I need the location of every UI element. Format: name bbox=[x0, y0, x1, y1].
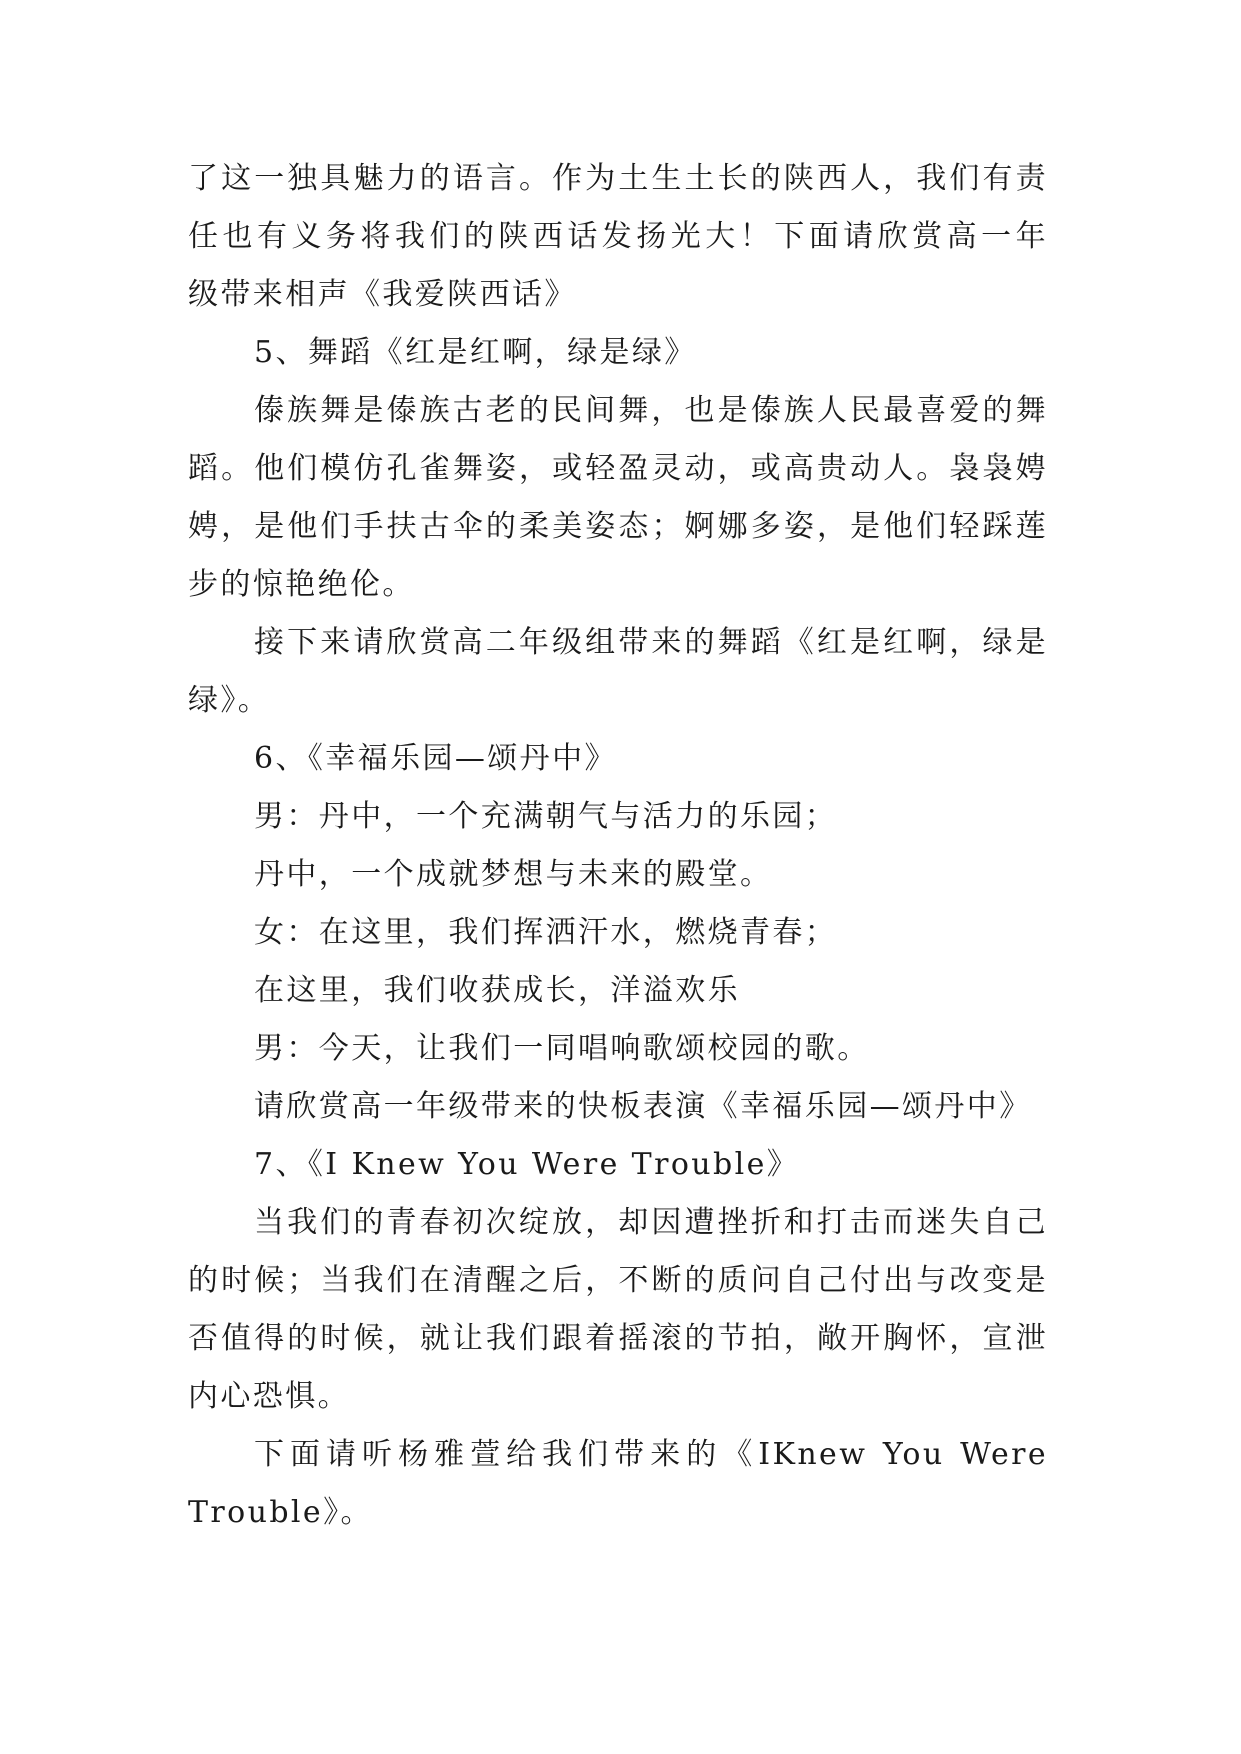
dialogue-line: 男：丹中，一个充满朝气与活力的乐园； bbox=[254, 799, 838, 834]
paragraph-line: Trouble》。 bbox=[188, 1495, 373, 1530]
section-heading: 7、《I Knew You Were Trouble》 bbox=[254, 1147, 800, 1182]
paragraph-line: 接下来请欣赏高二年级组带来的舞蹈《红是红啊，绿是 bbox=[254, 625, 1048, 660]
paragraph-line: 级带来相声《我爱陕西话》 bbox=[188, 277, 577, 312]
dialogue-line: 在这里，我们收获成长，洋溢欢乐 bbox=[254, 973, 740, 1008]
dialogue-line: 丹中，一个成就梦想与未来的殿堂。 bbox=[254, 857, 773, 892]
paragraph-line: 请欣赏高一年级带来的快板表演《幸福乐园—颂丹中》 bbox=[254, 1089, 1032, 1124]
paragraph-line: 步的惊艳绝伦。 bbox=[188, 567, 415, 602]
paragraph-line: 娉，是他们手扶古伞的柔美姿态；婀娜多姿，是他们轻踩莲 bbox=[188, 509, 1048, 544]
dialogue-line: 女：在这里，我们挥洒汗水，燃烧青春； bbox=[254, 915, 838, 950]
paragraph-line: 蹈。他们模仿孔雀舞姿，或轻盈灵动，或高贵动人。袅袅娉 bbox=[188, 451, 1048, 486]
paragraph-line: 当我们的青春初次绽放，却因遭挫折和打击而迷失自己 bbox=[254, 1205, 1048, 1240]
dialogue-line: 男：今天，让我们一同唱响歌颂校园的歌。 bbox=[254, 1031, 870, 1066]
paragraph-line: 否值得的时候，就让我们跟着摇滚的节拍，敞开胸怀，宣泄 bbox=[188, 1321, 1048, 1356]
paragraph-line: 下面请听杨雅萱给我们带来的《IKnew You Were bbox=[254, 1437, 1048, 1472]
paragraph-line: 的时候；当我们在清醒之后，不断的质问自己付出与改变是 bbox=[188, 1263, 1048, 1298]
paragraph-line: 傣族舞是傣族古老的民间舞，也是傣族人民最喜爱的舞 bbox=[254, 393, 1048, 428]
paragraph-line: 了这一独具魅力的语言。作为土生土长的陕西人，我们有责 bbox=[188, 161, 1048, 196]
section-heading: 6、《幸福乐园—颂丹中》 bbox=[254, 741, 617, 776]
paragraph-line: 内心恐惧。 bbox=[188, 1379, 350, 1414]
paragraph-line: 绿》。 bbox=[188, 683, 271, 718]
paragraph-line: 任也有义务将我们的陕西话发扬光大！下面请欣赏高一年 bbox=[188, 219, 1048, 254]
section-heading: 5、舞蹈《红是红啊，绿是绿》 bbox=[254, 335, 697, 370]
document-page bbox=[188, 150, 1048, 1542]
